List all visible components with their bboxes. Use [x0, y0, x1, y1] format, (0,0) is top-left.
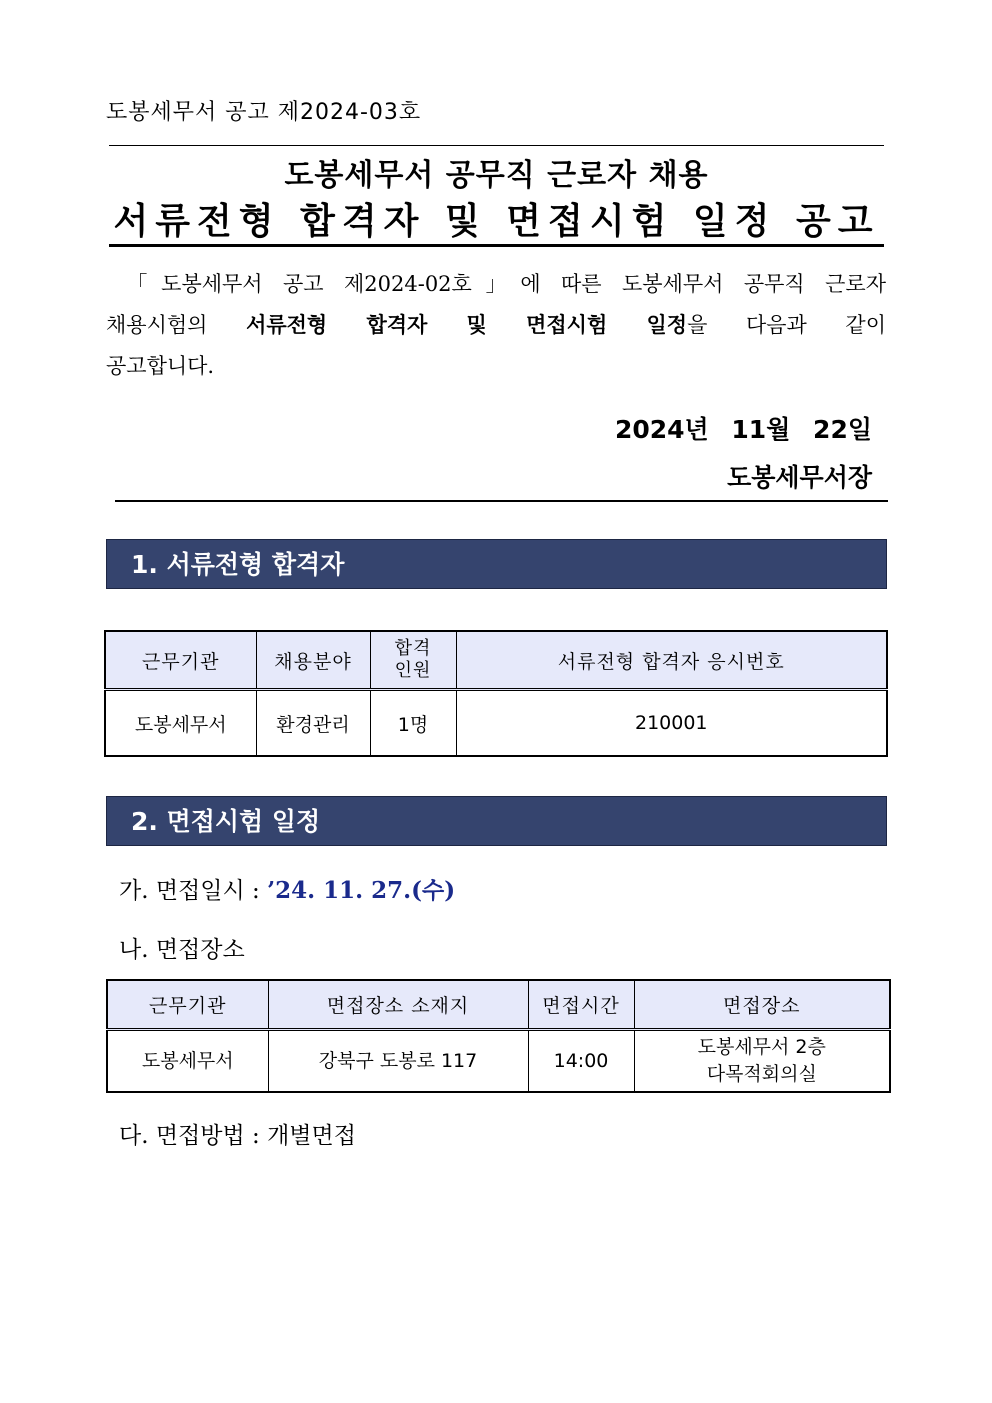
col-header-count-line-1: 합격 [394, 638, 432, 659]
title-line-2: 서류전형 합격자 및 면접시험 일정 공고 [113, 201, 880, 242]
cell-agency: 도봉세무서 [107, 1030, 268, 1093]
title-divider [109, 244, 884, 247]
intro-line-2-post: 을 다음과 같이 [687, 313, 886, 337]
intro-line-2-pre: 채용시험의 [106, 313, 208, 337]
intro-line-1-text: 「도봉세무서 공고 제2024-02호」에 따른 도봉세무서 공무직 근로자 [126, 272, 886, 296]
table-header-row [107, 980, 890, 1030]
table-row [105, 690, 887, 757]
interview-date-value: ’24. 11. 27.(수) [267, 877, 456, 904]
col-header-place: 면접장소 [634, 980, 890, 1030]
table-header-row [105, 631, 887, 690]
notice-date: 2024년 11월 22일 [614, 415, 872, 444]
col-header-address: 면접장소 소재지 [268, 980, 528, 1030]
interview-schedule-table [106, 979, 891, 1093]
cell-exam-number: 210001 [456, 690, 887, 757]
cell-count: 1명 [370, 690, 456, 757]
intro-line-3: 공고합니다. [106, 354, 215, 378]
intro-line-2-bold: 서류전형 합격자 및 면접시험 일정 [246, 313, 688, 337]
cell-place-line-2: 다목적회의실 [706, 1063, 817, 1085]
cell-place-line-1: 도봉세무서 2층 [697, 1036, 826, 1058]
interview-date-item [119, 872, 455, 905]
intro-line-2 [106, 305, 886, 346]
cell-field: 환경관리 [256, 690, 370, 757]
top-divider [109, 145, 884, 146]
col-header-agency: 근무기관 [105, 631, 256, 690]
signer: 도봉세무서장 [727, 463, 872, 492]
interview-place-item: 나. 면접장소 [119, 937, 245, 963]
col-header-time: 면접시간 [528, 980, 634, 1030]
cell-agency: 도봉세무서 [105, 690, 256, 757]
interview-method-item: 다. 면접방법 : 개별면접 [119, 1123, 356, 1149]
intro-line-1 [106, 264, 886, 305]
signature-divider [115, 500, 888, 502]
cell-time: 14:00 [528, 1030, 634, 1093]
table-row [107, 1030, 890, 1093]
col-header-count-line-2: 인원 [394, 660, 432, 681]
title-line-1: 도봉세무서 공무직 근로자 채용 [284, 158, 709, 193]
col-header-agency: 근무기관 [107, 980, 268, 1030]
interview-date-label: 가. 면접일시 : [119, 878, 268, 904]
section-2-header: 2. 면접시험 일정 [106, 796, 887, 846]
cell-address: 강북구 도봉로 117 [268, 1030, 528, 1093]
col-header-count [370, 631, 456, 690]
notice-number: 도봉세무서 공고 제2024-03호 [106, 100, 422, 125]
cell-place [634, 1030, 890, 1093]
col-header-field: 채용분야 [256, 631, 370, 690]
section-1-header: 1. 서류전형 합격자 [106, 539, 887, 589]
col-header-exam-number: 서류전형 합격자 응시번호 [456, 631, 887, 690]
intro-paragraph [106, 264, 886, 387]
document-pass-table [104, 630, 888, 757]
